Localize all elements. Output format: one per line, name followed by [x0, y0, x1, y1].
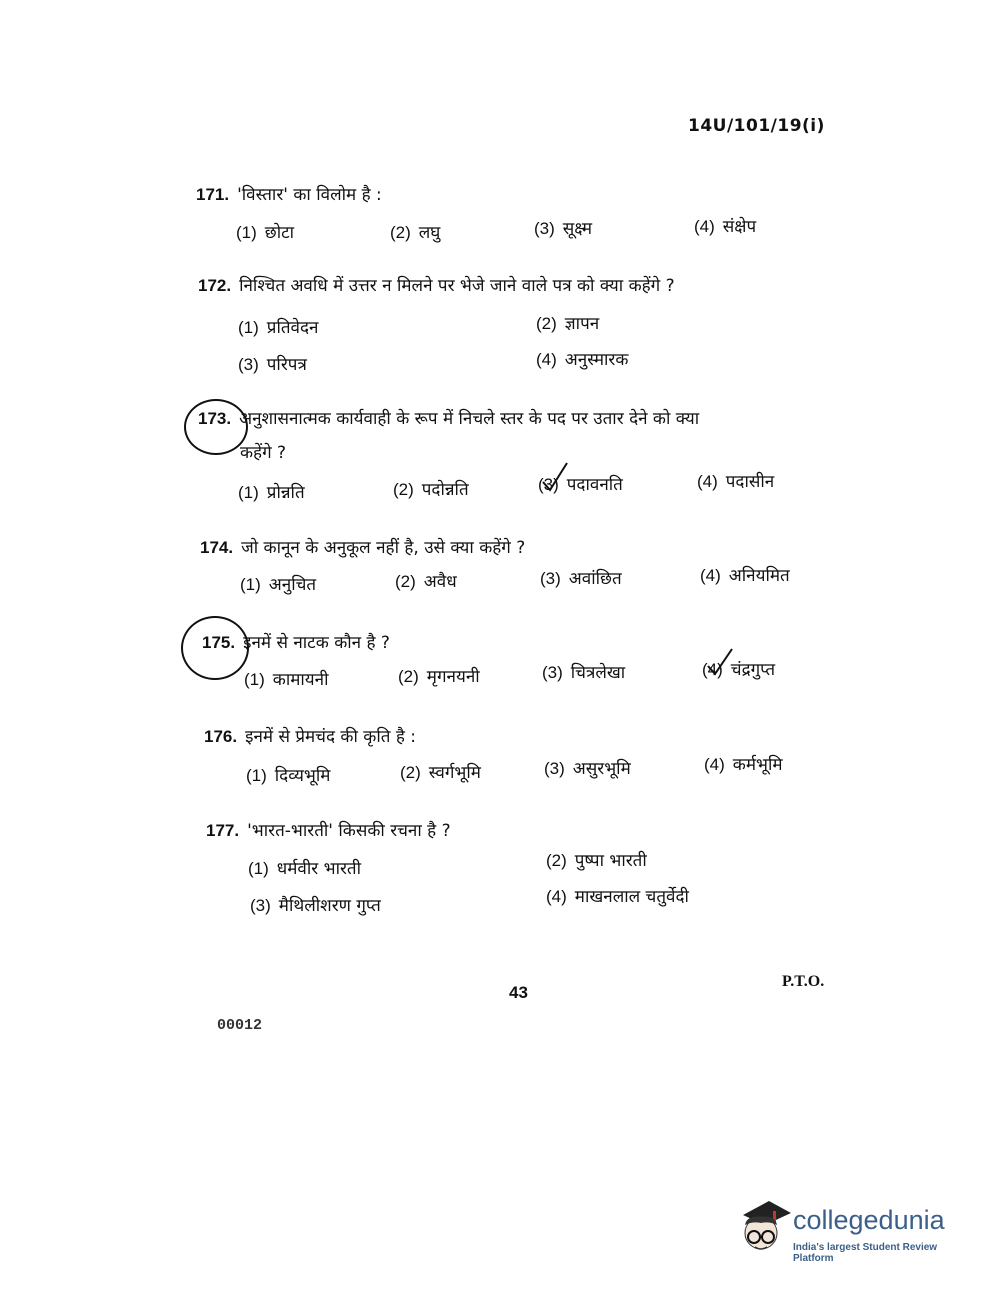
option-177-2: (2) पुष्पा भारती: [546, 851, 647, 871]
question-number: 172.: [198, 276, 232, 295]
option-177-1: (1) धर्मवीर भारती: [248, 859, 362, 879]
logo-wordmark: collegedunia: [793, 1205, 945, 1235]
option-176-2: (2) स्वर्गभूमि: [400, 763, 481, 783]
pto-label: P.T.O.: [782, 973, 825, 990]
question-176: [204, 724, 416, 747]
question-175: [202, 630, 390, 653]
option-177-4: (4) माखनलाल चतुर्वेदी: [546, 887, 689, 907]
question-173: [198, 406, 699, 429]
question-172: [198, 273, 675, 296]
option-172-1: (1) प्रतिवेदन: [238, 318, 319, 338]
question-text: निश्चित अवधि में उत्तर न मिलने पर भेजे जाने वाले पत्र को क्या कहेंगे ?: [239, 276, 675, 296]
handwritten-tick-icon: [705, 646, 735, 678]
option-173-1: (1) प्रोन्नति: [238, 483, 305, 503]
question-text: इनमें से नाटक कौन है ?: [243, 633, 390, 653]
question-177: [206, 818, 451, 841]
option-172-2: (2) ज्ञापन: [536, 314, 600, 334]
option-171-2: (2) लघु: [390, 223, 441, 243]
option-175-3: (3) चित्रलेखा: [542, 663, 626, 683]
question-173-continued: कहेंगे ?: [240, 443, 287, 463]
option-173-2: (2) पदोन्नति: [393, 480, 469, 500]
question-number: 175.: [202, 633, 236, 652]
option-176-4: (4) कर्मभूमि: [704, 755, 783, 775]
question-number: 173.: [198, 409, 232, 428]
question-number: 177.: [206, 821, 240, 840]
serial-stamp: 00012: [217, 1017, 263, 1034]
handwritten-tick-icon: [540, 460, 570, 494]
option-172-4: (4) अनुस्मारक: [536, 350, 629, 370]
option-171-4: (4) संक्षेप: [694, 217, 757, 237]
option-173-4: (4) पदासीन: [697, 472, 775, 492]
option-171-1: (1) छोटा: [236, 223, 295, 243]
question-number: 176.: [204, 727, 238, 746]
question-number: 171.: [196, 185, 230, 204]
mascot-icon: [735, 1197, 791, 1255]
paper-code: 14U/101/19(i): [688, 116, 825, 136]
option-171-3: (3) सूक्ष्म: [534, 219, 593, 239]
collegedunia-logo[interactable]: [735, 1195, 975, 1265]
option-175-2: (2) मृगनयनी: [398, 667, 480, 687]
question-text: 'विस्तार' का विलोम है :: [237, 185, 382, 205]
question-174: [200, 535, 525, 558]
question-number: 174.: [200, 538, 234, 557]
option-174-4: (4) अनियमित: [700, 566, 790, 586]
option-174-2: (2) अवैध: [395, 572, 457, 592]
page-number: 43: [509, 983, 528, 1002]
logo-tagline: India's largest Student Review Platform: [793, 1242, 938, 1264]
option-172-3: (3) परिपत्र: [238, 355, 307, 375]
option-176-3: (3) असुरभूमि: [544, 759, 631, 779]
option-174-1: (1) अनुचित: [240, 575, 317, 595]
question-text: अनुशासनात्मक कार्यवाही के रूप में निचले स्तर के पद पर उतार देने को क्या: [239, 409, 700, 429]
option-176-1: (1) दिव्यभूमि: [246, 766, 331, 786]
option-173-3: (3) पदावनति: [538, 475, 623, 495]
option-175-4: (4) चंद्रगुप्त: [702, 660, 776, 680]
option-174-3: (3) अवांछित: [540, 569, 622, 589]
question-text: जो कानून के अनुकूल नहीं है, उसे क्या कहेंगे ?: [241, 538, 526, 558]
question-171: [196, 182, 382, 205]
option-177-3: (3) मैथिलीशरण गुप्त: [250, 896, 381, 916]
option-175-1: (1) कामायनी: [244, 670, 329, 690]
question-text: 'भारत-भारती' किसकी रचना है ?: [247, 821, 451, 841]
question-text: इनमें से प्रेमचंद की कृति है :: [245, 727, 416, 747]
